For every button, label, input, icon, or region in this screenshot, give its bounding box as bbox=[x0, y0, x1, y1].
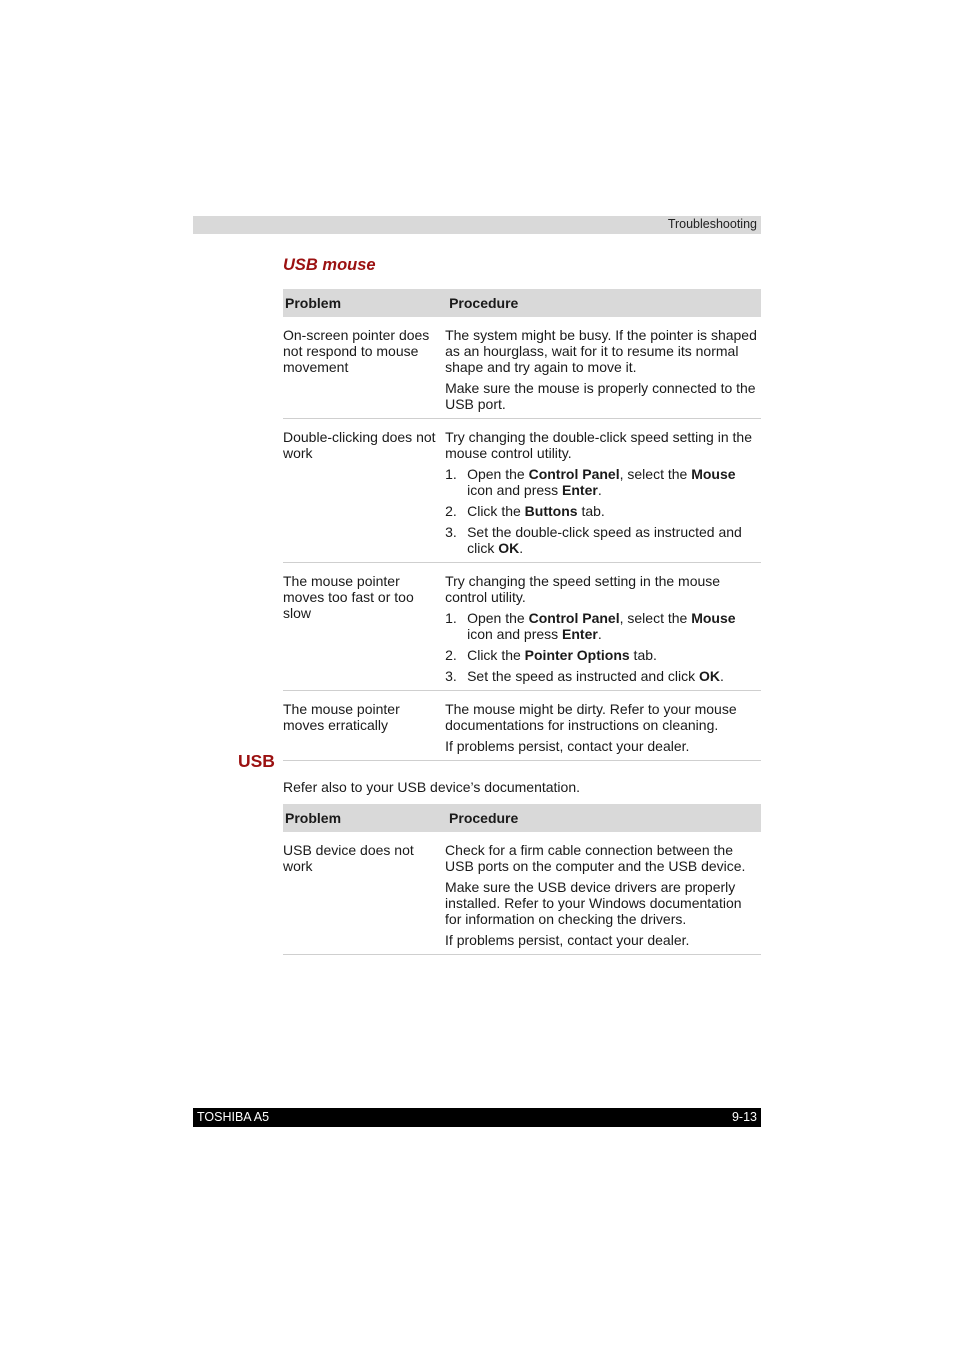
procedure-text: Make sure the mouse is properly connected to the USB port. bbox=[445, 380, 756, 412]
table-header-row bbox=[283, 804, 761, 832]
step-item: 2. Click the Pointer Options tab. bbox=[445, 647, 657, 663]
usb-table bbox=[283, 804, 761, 955]
usb-mouse-heading: USB mouse bbox=[283, 256, 376, 274]
procedure-cell bbox=[445, 691, 761, 761]
table-row bbox=[283, 317, 761, 419]
running-header bbox=[193, 216, 761, 234]
usb-mouse-table bbox=[283, 289, 761, 761]
procedure-cell bbox=[445, 832, 761, 955]
procedure-text: The mouse might be dirty. Refer to your mouse documentations for instructions on cleaning. bbox=[445, 701, 737, 733]
procedure-text: The system might be busy. If the pointer is shaped as an hourglass, wait for it to resume its normal shape and try again to move it. bbox=[445, 327, 757, 375]
step-item: 1. Open the Control Panel, select the Mouse icon and press Enter. bbox=[445, 610, 736, 642]
table-header-row bbox=[283, 289, 761, 317]
problem-cell: The mouse pointer moves too fast or too slow bbox=[283, 563, 445, 691]
column-header-problem: Problem bbox=[283, 804, 445, 832]
step-item: 3. Set the double-click speed as instructed and click OK. bbox=[445, 524, 742, 556]
footer-model: TOSHIBA A5 bbox=[197, 1110, 270, 1124]
column-header-procedure: Procedure bbox=[445, 289, 761, 317]
step-item: 1. Open the Control Panel, select the Mouse icon and press Enter. bbox=[445, 466, 736, 498]
column-header-procedure: Procedure bbox=[445, 804, 761, 832]
step-item: 3. Set the speed as instructed and click OK. bbox=[445, 668, 724, 684]
problem-cell: The mouse pointer moves erratically bbox=[283, 691, 445, 761]
table-row bbox=[283, 563, 761, 691]
table-row bbox=[283, 832, 761, 955]
page-footer bbox=[193, 1108, 761, 1127]
procedure-cell bbox=[445, 317, 761, 419]
problem-cell: USB device does not work bbox=[283, 832, 445, 955]
problem-cell: On-screen pointer does not respond to mouse movement bbox=[283, 317, 445, 419]
usb-heading: USB bbox=[238, 751, 275, 771]
header-section-label: Troubleshooting bbox=[667, 217, 757, 231]
procedure-cell bbox=[445, 563, 761, 691]
procedure-text: Check for a firm cable connection between the USB ports on the computer and the USB device. bbox=[445, 842, 746, 874]
usb-intro-text: Refer also to your USB device’s documentation. bbox=[283, 779, 581, 795]
table-row bbox=[283, 691, 761, 761]
problem-cell: Double-clicking does not work bbox=[283, 419, 445, 563]
steps-list bbox=[445, 610, 761, 684]
procedure-text: If problems persist, contact your dealer. bbox=[445, 738, 690, 754]
footer-page-number: 9-13 bbox=[731, 1110, 757, 1124]
procedure-text: If problems persist, contact your dealer. bbox=[445, 932, 690, 948]
step-item: 2. Click the Buttons tab. bbox=[445, 503, 605, 519]
procedure-text: Try changing the double-click speed setting in the mouse control utility. bbox=[445, 429, 752, 461]
procedure-text: Try changing the speed setting in the mouse control utility. bbox=[445, 573, 721, 605]
steps-list bbox=[445, 466, 761, 556]
table-row bbox=[283, 419, 761, 563]
column-header-problem: Problem bbox=[283, 289, 445, 317]
procedure-cell bbox=[445, 419, 761, 563]
procedure-text: Make sure the USB device drivers are properly installed. Refer to your Windows documentation for information on checking the drivers. bbox=[445, 879, 742, 927]
